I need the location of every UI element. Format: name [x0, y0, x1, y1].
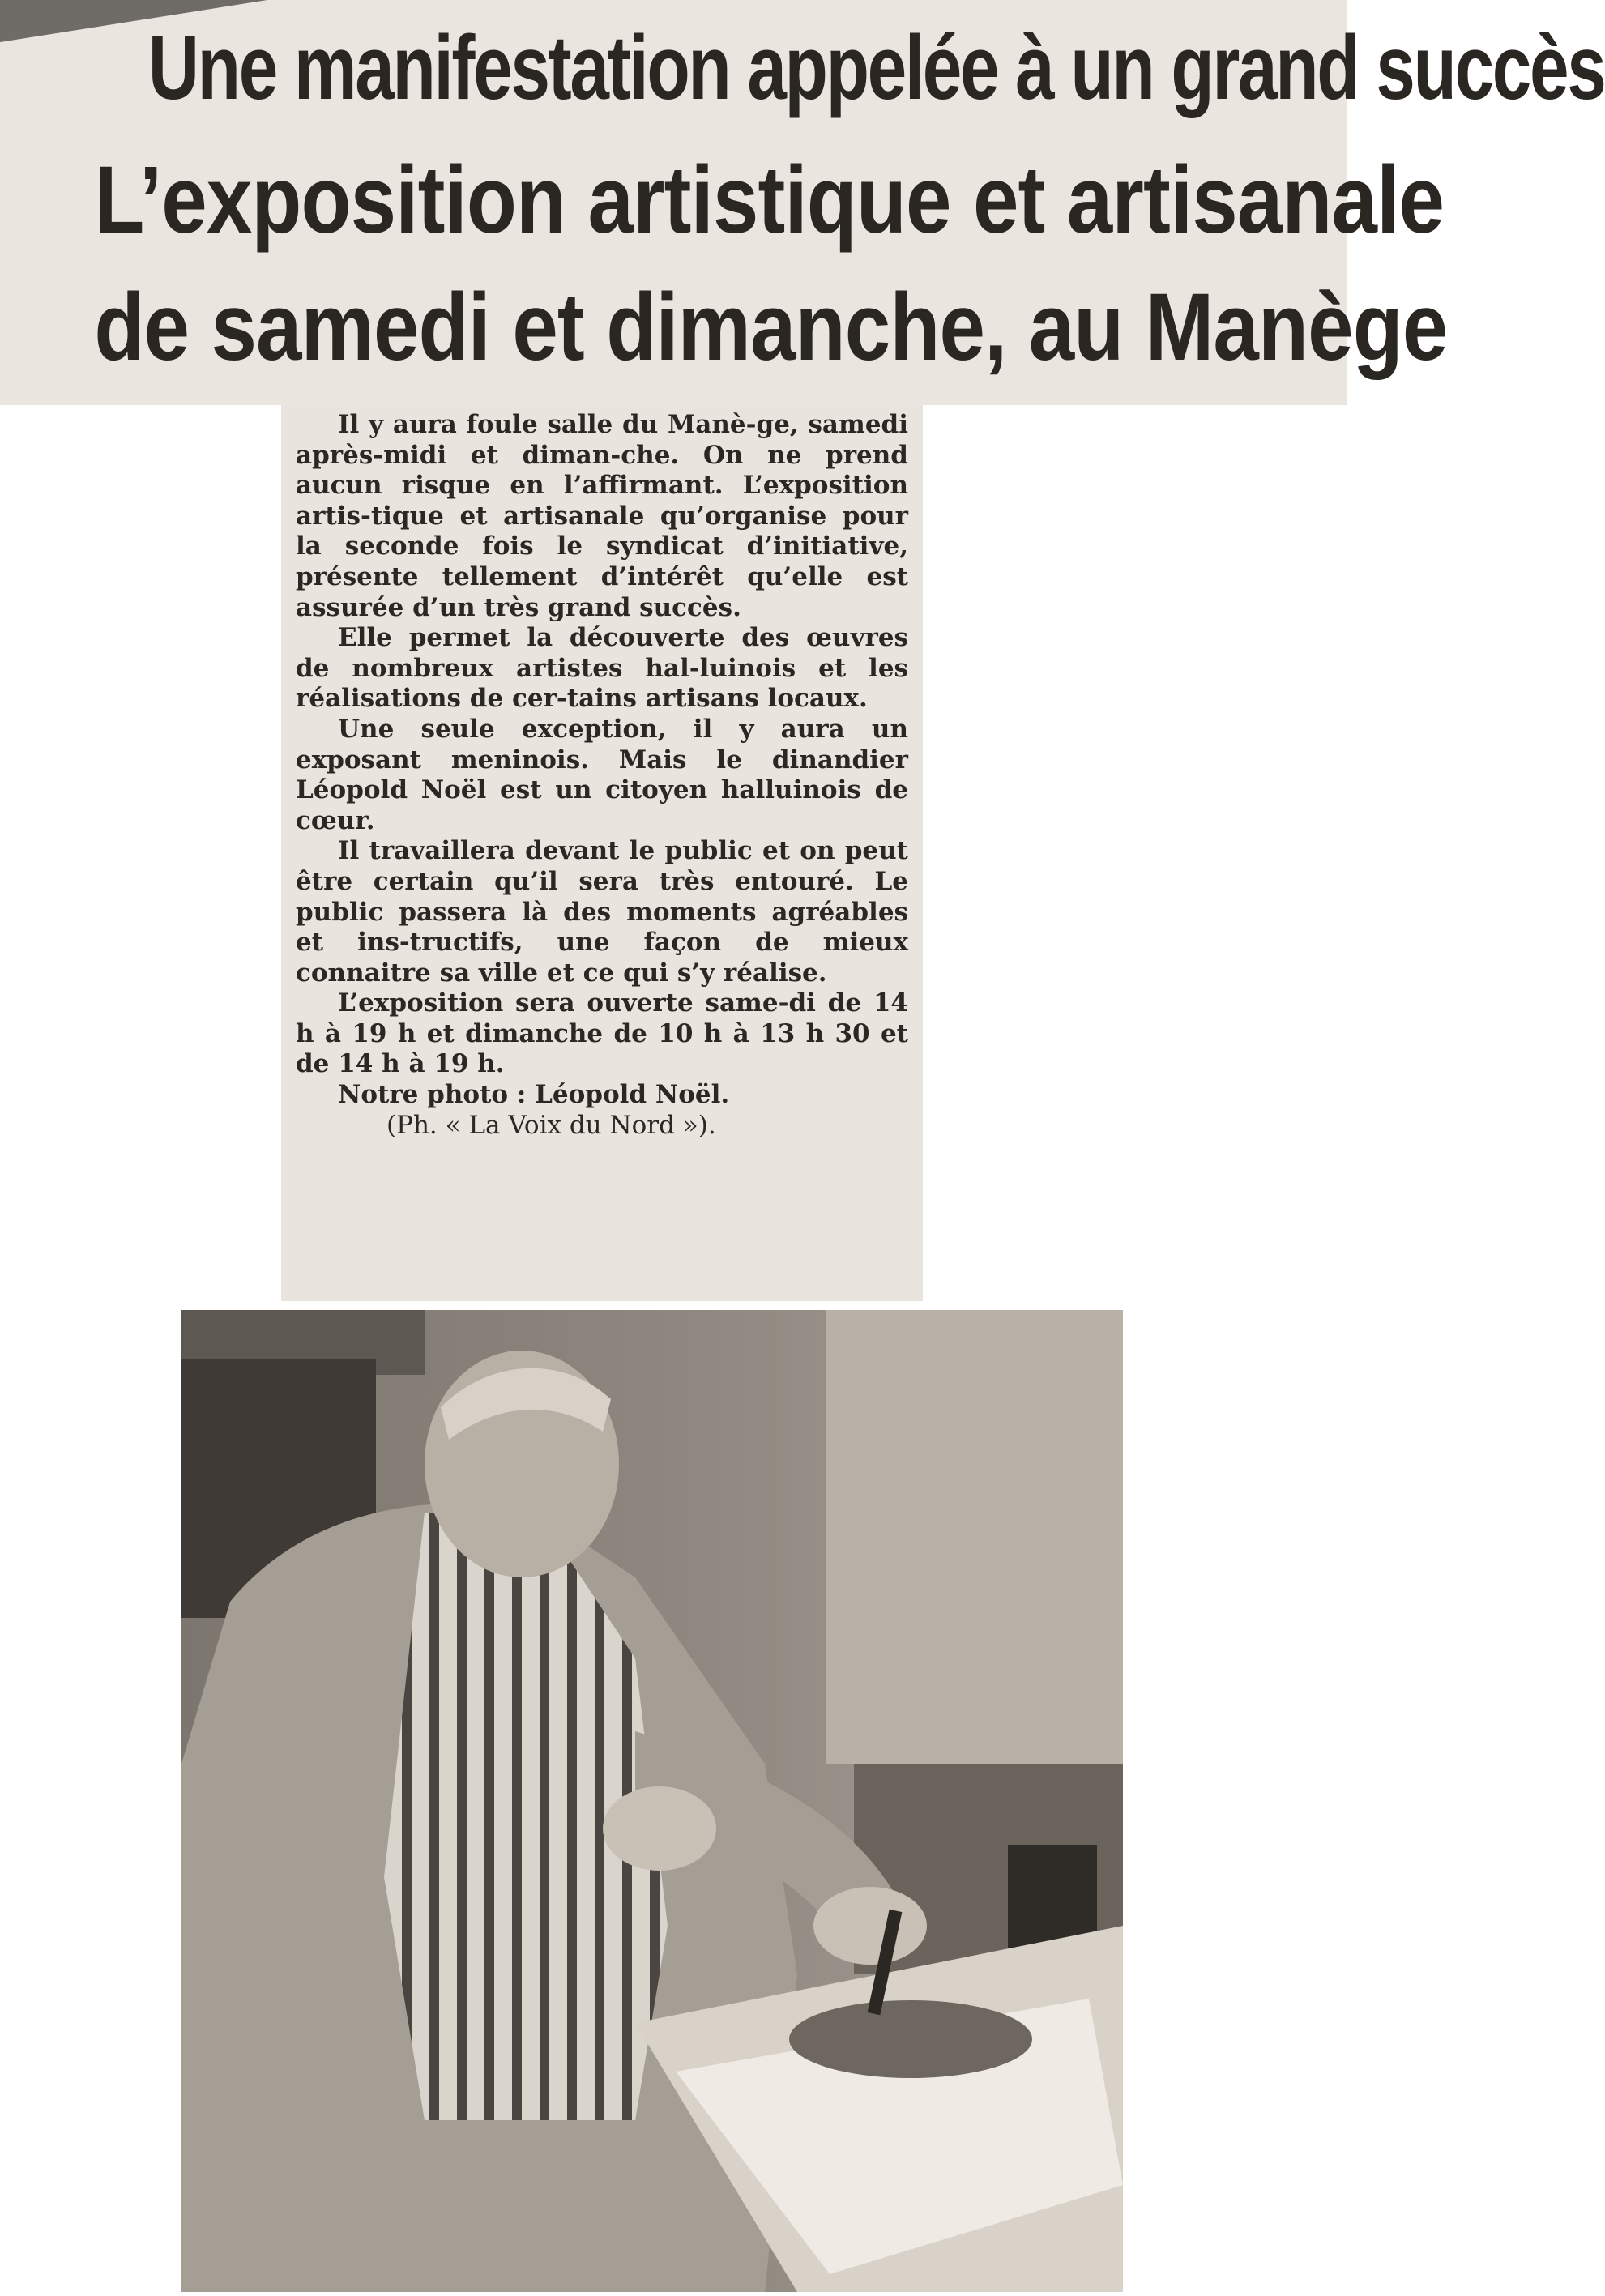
headline-block — [0, 0, 1605, 405]
article-paragraph: Il y aura foule salle du Manè-ge, samedi après-midi et diman-che. On ne prend aucun risque en l’affirmant. L’exposition artis-tique et artisanale qu’organise pour la seconde fois le syndicat d’initiative, présente tellement d’intérêt qu’elle est assurée d’un très grand succès. — [296, 410, 908, 622]
article-kicker: Une manifestation appelée à un grand succès — [147, 17, 1605, 118]
article-photo — [181, 1310, 1123, 2292]
article-paragraph: Elle permet la découverte des œuvres de nombreux artistes hal-luinois et les réalisations de cer-tains artisans locaux. — [296, 623, 908, 714]
article-paragraph: L’exposition sera ouverte same-di de 14 h à 19 h et dimanche de 10 h à 13 h 30 et de 14 h à 19 h. — [296, 988, 908, 1079]
article-paragraph: Une seule exception, il y aura un exposant meninois. Mais le dinandier Léopold Noël est un citoyen halluinois de cœur. — [296, 714, 908, 835]
photo-credit: (Ph. « La Voix du Nord »). — [386, 1110, 716, 1140]
article-title-line-2: de samedi et dimanche, au Manège — [94, 274, 1448, 381]
article-body — [281, 405, 923, 1301]
article-title-line-1: L’exposition artistique et artisanale — [94, 147, 1445, 254]
photo-illustration — [181, 1310, 1123, 2292]
article-paragraph: Il travaillera devant le public et on peut être certain qu’il sera très entouré. Le public passera là des moments agréables et ins-tructifs, une façon de mieux connaitre sa ville et ce qui s’y réalise. — [296, 836, 908, 988]
photo-caption: Notre photo : Léopold Noël. — [338, 1080, 730, 1110]
